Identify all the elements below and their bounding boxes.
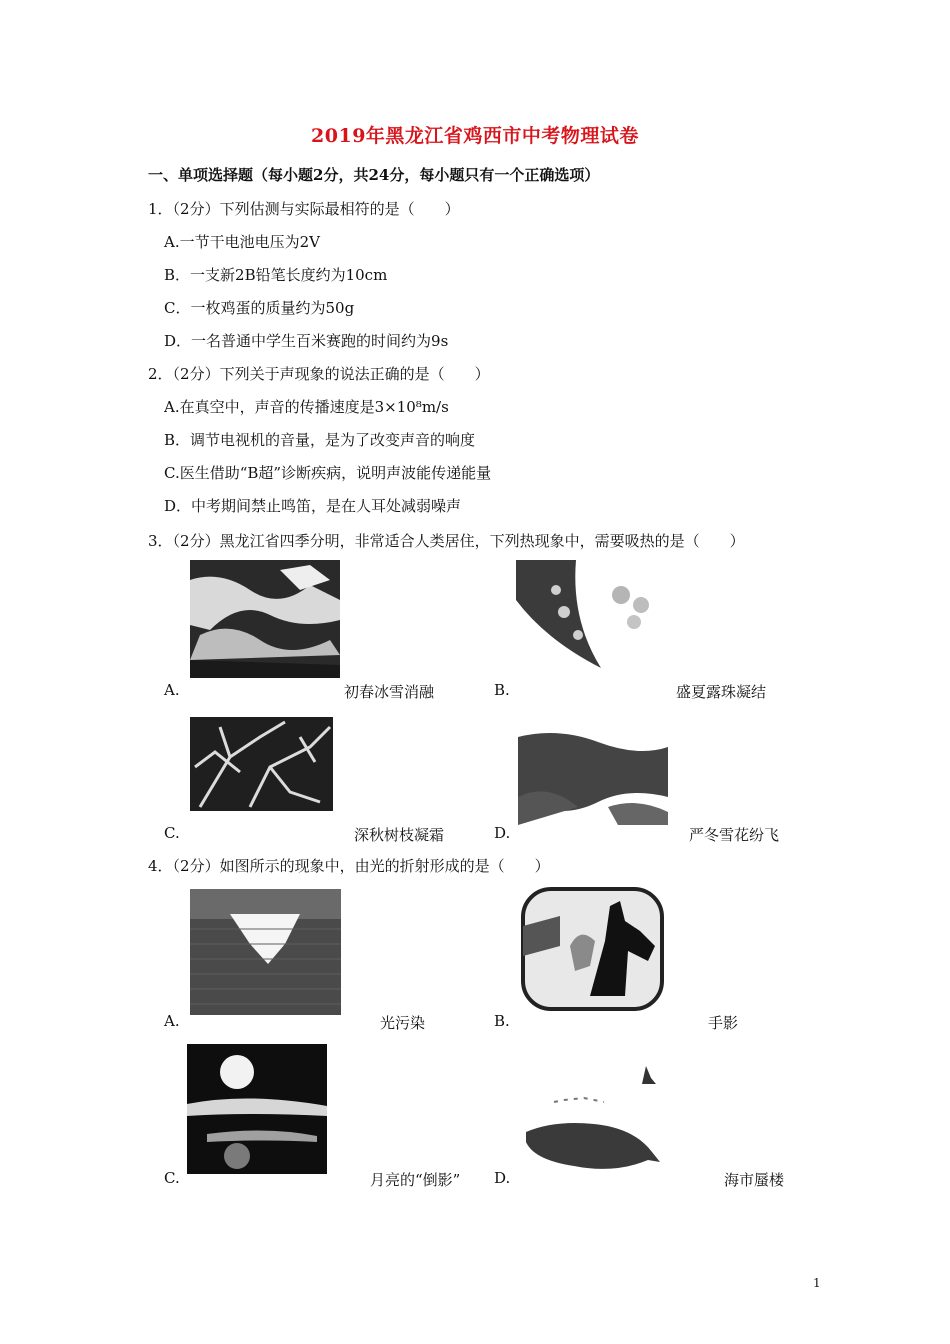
question-1-option-d: D．一名普通中学生百米赛跑的时间约为9s [164, 332, 449, 350]
question-1-option-c: C．一枚鸡蛋的质量约为50g [164, 299, 355, 317]
moon-reflection-image [187, 1044, 327, 1174]
question-2-option-b: B．调节电视机的音量，是为了改变声音的响度 [164, 431, 476, 449]
question-3-option-c-caption: 深秋树枝凝霜 [354, 826, 445, 844]
question-1-option-a: A.一节干电池电压为2V [164, 233, 320, 251]
page-title: 2019年黑龙江省鸡西市中考物理试卷 [311, 125, 639, 147]
snowflakes-image [518, 727, 668, 825]
question-4-option-a-caption: 光污染 [380, 1014, 426, 1032]
question-4-option-d-letter: D. [494, 1169, 511, 1187]
question-4-option-d-caption: 海市蜃楼 [724, 1171, 785, 1189]
question-3-option-b-letter: B. [494, 681, 510, 699]
question-4-option-b-caption: 手影 [708, 1014, 739, 1032]
question-3-option-c-letter: C. [164, 824, 180, 842]
question-4-option-c-letter: C. [164, 1169, 180, 1187]
question-3-stem: 3．（2分）黑龙江省四季分明，非常适合人类居住，下列热现象中，需要吸热的是（ ） [148, 532, 745, 550]
question-2-stem: 2．（2分）下列关于声现象的说法正确的是（ ） [148, 365, 490, 383]
question-3-option-d-caption: 严冬雪花纷飞 [689, 826, 780, 844]
page-number: 1 [813, 1276, 821, 1290]
mirage-image [524, 1062, 666, 1175]
question-2-option-a: A.在真空中，声音的传播速度是3×10⁸m/s [164, 398, 449, 416]
question-1-stem: 1．（2分）下列估测与实际最相符的是（ ） [148, 200, 460, 218]
melting-snow-image [190, 560, 340, 678]
question-3-option-b-caption: 盛夏露珠凝结 [676, 683, 767, 701]
question-1-option-b: B．一支新2B铅笔长度约为10cm [164, 266, 388, 284]
question-4-option-a-letter: A. [164, 1012, 180, 1030]
question-4-option-c-caption: 月亮的“倒影” [370, 1171, 461, 1189]
question-2-option-d: D．中考期间禁止鸣笛，是在人耳处减弱噪声 [164, 497, 462, 515]
question-3-option-a-letter: A. [164, 681, 180, 699]
question-2-option-c: C.医生借助“B超”诊断疾病，说明声波能传递能量 [164, 464, 492, 482]
dew-drops-image [516, 560, 656, 670]
question-4-option-b-letter: B. [494, 1012, 510, 1030]
hand-shadow-image [520, 886, 665, 1012]
question-3-option-a-caption: 初春冰雪消融 [344, 683, 435, 701]
section-heading: 一、单项选择题（每小题2分，共24分，每小题只有一个正确选项） [148, 166, 600, 184]
frost-branches-image [190, 717, 333, 811]
question-3-option-d-letter: D. [494, 824, 511, 842]
light-pollution-image [190, 889, 341, 1015]
question-4-stem: 4．（2分）如图所示的现象中，由光的折射形成的是（ ） [148, 857, 550, 875]
